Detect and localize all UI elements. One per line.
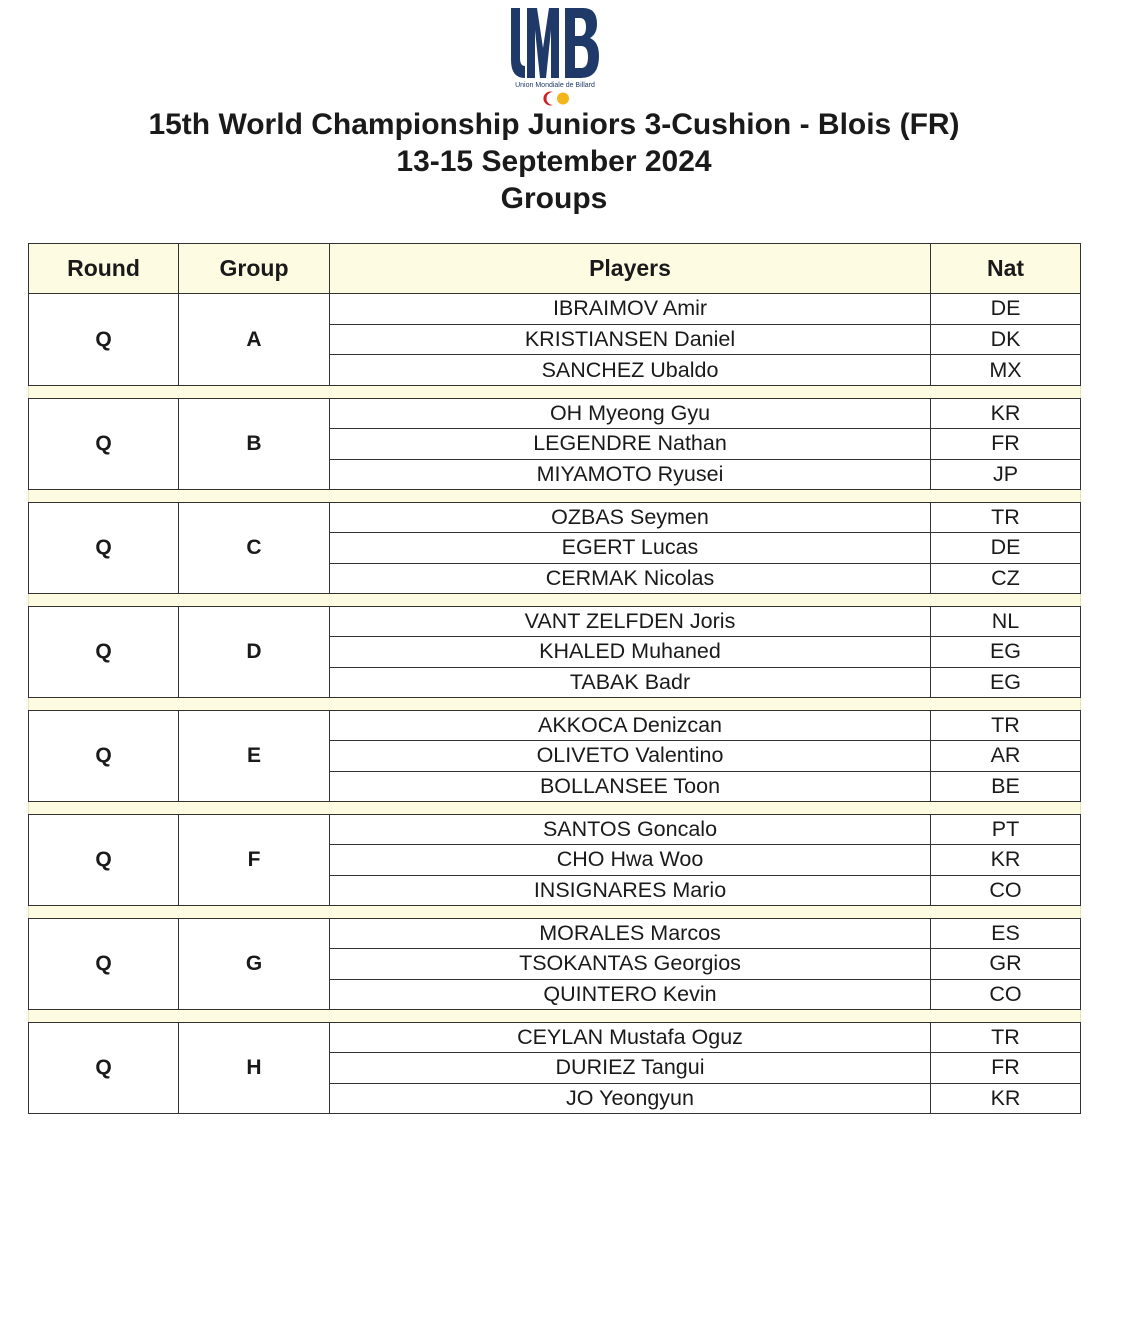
round-cell: Q bbox=[29, 815, 179, 905]
player-nat: JP bbox=[992, 461, 1019, 486]
logo-caption: Union Mondiale de Billard bbox=[515, 82, 595, 89]
header-group: Group bbox=[179, 244, 330, 293]
player-nat: EG bbox=[989, 669, 1022, 694]
player-name: KHALED Muhaned bbox=[330, 637, 930, 667]
group-cell: G bbox=[179, 919, 330, 1009]
player-nat: BE bbox=[991, 773, 1020, 798]
nat-column bbox=[931, 294, 1080, 385]
player-nat: NL bbox=[931, 607, 1080, 637]
player-name: OZBAS Seymen bbox=[330, 503, 930, 533]
group-block bbox=[28, 1022, 1081, 1114]
player-name: CERMAK Nicolas bbox=[545, 565, 715, 590]
players-column bbox=[330, 711, 931, 801]
player-nat: DE bbox=[931, 533, 1080, 563]
nat-column bbox=[931, 399, 1080, 489]
umb-logo bbox=[505, 6, 605, 106]
player-nat: KR bbox=[931, 845, 1080, 875]
player-nat: CZ bbox=[991, 565, 1020, 590]
player-nat: TR bbox=[931, 711, 1080, 741]
group-cell: E bbox=[179, 711, 330, 801]
group-block bbox=[28, 502, 1081, 594]
player-name: VANT ZELFDEN Joris bbox=[330, 607, 930, 637]
group-block bbox=[28, 398, 1081, 490]
player-name: TSOKANTAS Georgios bbox=[330, 949, 930, 979]
group-separator bbox=[28, 906, 1081, 918]
red-ball-icon bbox=[543, 92, 553, 106]
players-column bbox=[330, 1023, 931, 1113]
player-nat: CO bbox=[989, 877, 1022, 902]
players-column bbox=[330, 919, 931, 1009]
player-nat: ES bbox=[931, 919, 1080, 949]
round-cell: Q bbox=[29, 711, 179, 801]
group-cell: A bbox=[179, 294, 330, 385]
groups-body bbox=[28, 294, 1081, 1114]
player-name: QUINTERO Kevin bbox=[543, 981, 717, 1006]
players-column bbox=[330, 399, 931, 489]
player-nat: FR bbox=[931, 429, 1080, 459]
nat-column bbox=[931, 711, 1080, 801]
players-column bbox=[330, 294, 931, 385]
title-line-2: 13-15 September 2024 bbox=[396, 145, 712, 178]
players-column bbox=[330, 503, 931, 593]
player-nat: KR bbox=[931, 399, 1080, 429]
player-name: CEYLAN Mustafa Oguz bbox=[330, 1023, 930, 1053]
player-name: LEGENDRE Nathan bbox=[330, 429, 930, 459]
group-separator bbox=[28, 802, 1081, 814]
player-name: DURIEZ Tangui bbox=[330, 1053, 930, 1083]
nat-column bbox=[931, 607, 1080, 697]
player-nat: GR bbox=[931, 949, 1080, 979]
group-block bbox=[28, 710, 1081, 802]
player-nat: DK bbox=[931, 325, 1080, 356]
player-name: AKKOCA Denizcan bbox=[330, 711, 930, 741]
round-cell: Q bbox=[29, 1023, 179, 1113]
group-block bbox=[28, 814, 1081, 906]
player-nat: TR bbox=[931, 503, 1080, 533]
players-column bbox=[330, 815, 931, 905]
yellow-ball-icon bbox=[557, 93, 569, 105]
round-cell: Q bbox=[29, 503, 179, 593]
player-nat: KR bbox=[990, 1085, 1021, 1110]
player-name: EGERT Lucas bbox=[330, 533, 930, 563]
player-nat: EG bbox=[931, 637, 1080, 667]
table-header bbox=[28, 243, 1081, 294]
header-round: Round bbox=[29, 244, 179, 293]
player-name: KRISTIANSEN Daniel bbox=[330, 325, 930, 356]
player-name: JO Yeongyun bbox=[566, 1085, 694, 1110]
players-column bbox=[330, 607, 931, 697]
player-name: SANCHEZ Ubaldo bbox=[541, 357, 719, 382]
groups-table bbox=[28, 243, 1081, 1114]
player-nat: CO bbox=[989, 981, 1022, 1006]
group-separator bbox=[28, 1010, 1081, 1022]
group-cell: H bbox=[179, 1023, 330, 1113]
group-block bbox=[28, 918, 1081, 1010]
round-cell: Q bbox=[29, 294, 179, 385]
group-cell: D bbox=[179, 607, 330, 697]
umb-logo-mark bbox=[511, 8, 599, 78]
title-line-1: 15th World Championship Juniors 3-Cushion - Blois (FR) bbox=[148, 108, 960, 141]
player-name: TABAK Badr bbox=[569, 669, 691, 694]
round-cell: Q bbox=[29, 607, 179, 697]
player-nat: MX bbox=[989, 357, 1022, 382]
group-separator bbox=[28, 490, 1081, 502]
group-separator bbox=[28, 698, 1081, 710]
group-block bbox=[28, 606, 1081, 698]
group-separator bbox=[28, 594, 1081, 606]
title-line-3: Groups bbox=[500, 182, 608, 215]
round-cell: Q bbox=[29, 919, 179, 1009]
header-nat: Nat bbox=[986, 255, 1025, 281]
player-name: MORALES Marcos bbox=[330, 919, 930, 949]
document-title bbox=[0, 106, 1108, 217]
nat-column bbox=[931, 815, 1080, 905]
player-name: IBRAIMOV Amir bbox=[330, 294, 930, 325]
round-cell: Q bbox=[29, 399, 179, 489]
group-separator bbox=[28, 386, 1081, 398]
player-nat: FR bbox=[931, 1053, 1080, 1083]
group-cell: B bbox=[179, 399, 330, 489]
player-nat: PT bbox=[931, 815, 1080, 845]
player-name: SANTOS Goncalo bbox=[330, 815, 930, 845]
group-cell: C bbox=[179, 503, 330, 593]
group-block bbox=[28, 294, 1081, 386]
player-nat: AR bbox=[931, 741, 1080, 771]
player-name: MIYAMOTO Ryusei bbox=[536, 461, 724, 486]
player-name: CHO Hwa Woo bbox=[330, 845, 930, 875]
nat-column bbox=[931, 503, 1080, 593]
nat-column bbox=[931, 1023, 1080, 1113]
nat-column bbox=[931, 919, 1080, 1009]
player-name: INSIGNARES Mario bbox=[533, 877, 727, 902]
player-name: OLIVETO Valentino bbox=[330, 741, 930, 771]
player-name: OH Myeong Gyu bbox=[330, 399, 930, 429]
player-name: BOLLANSEE Toon bbox=[539, 773, 721, 798]
header-players: Players bbox=[330, 244, 931, 293]
player-nat: DE bbox=[931, 294, 1080, 325]
group-cell: F bbox=[179, 815, 330, 905]
player-nat: TR bbox=[931, 1023, 1080, 1053]
